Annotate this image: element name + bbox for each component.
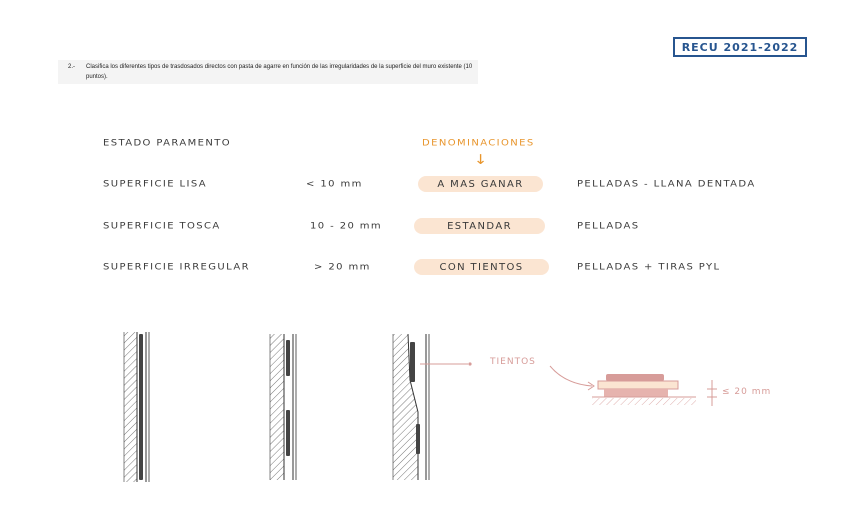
row-surface: SUPERFICIE TOSCA xyxy=(103,221,221,232)
row-range: < 10 mm xyxy=(306,179,363,190)
row-denomination: A MAS GANAR xyxy=(418,176,543,192)
header-denominaciones: DENOMINACIONES xyxy=(422,138,535,149)
row-surface: SUPERFICIE IRREGULAR xyxy=(103,262,250,273)
row-range: 10 - 20 mm xyxy=(310,221,383,232)
row-range: > 20 mm xyxy=(314,262,371,273)
exam-badge: RECU 2021-2022 xyxy=(673,37,807,57)
dimension-label: ≤ 20 mm xyxy=(722,387,772,397)
question-number: 2.- xyxy=(68,64,76,70)
question-text: Clasifica los diferentes tipos de trasdosados directos con pasta de agarre en función de las irregularidades de la superficie del muro existente (10 puntos). xyxy=(86,64,473,80)
row-method: PELLADAS + TIRAS PYL xyxy=(577,262,721,273)
tientos-detail xyxy=(550,366,717,406)
arrow-down-icon: ↓ xyxy=(474,151,488,168)
row-surface: SUPERFICIE LISA xyxy=(103,179,207,190)
section-tosca xyxy=(270,334,296,480)
row-method: PELLADAS xyxy=(577,221,640,232)
section-irregular xyxy=(393,334,472,480)
header-estado-paramento: ESTADO PARAMENTO xyxy=(103,138,232,149)
row-denomination: ESTANDAR xyxy=(414,218,545,234)
row-denomination: CON TIENTOS xyxy=(414,259,549,275)
row-method: PELLADAS - LLANA DENTADA xyxy=(577,179,756,190)
tientos-label: TIENTOS xyxy=(490,357,536,367)
section-lisa xyxy=(124,332,149,482)
